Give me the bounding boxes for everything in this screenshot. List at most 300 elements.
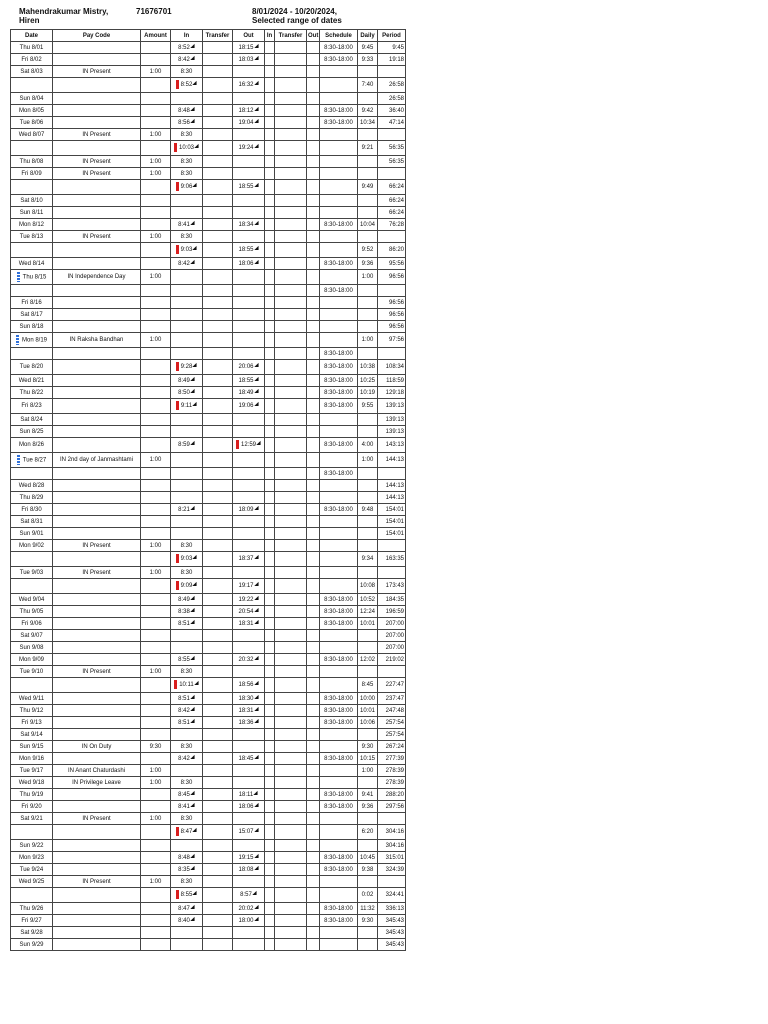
out-cell-value: 18:55 [238, 247, 254, 253]
in-2-cell [265, 579, 275, 594]
out-cell-value: 18:12 [238, 107, 254, 114]
schedule-cell [320, 813, 358, 825]
date-cell [11, 630, 53, 642]
date-cell [11, 180, 53, 195]
in-cell-value: 8:51 [178, 695, 190, 702]
amount-cell [141, 78, 171, 93]
in-cell[interactable] [171, 789, 203, 801]
in-cell[interactable] [171, 864, 203, 876]
schedule-cell [320, 678, 358, 693]
edited-punch-icon [194, 144, 200, 150]
out-cell[interactable] [233, 705, 265, 717]
in-cell-value: 8:21 [178, 506, 190, 513]
out-cell-value: 18:49 [238, 389, 254, 396]
table-row [11, 207, 406, 219]
in-cell [171, 348, 203, 360]
table-row [11, 297, 406, 309]
period-cell [378, 180, 406, 195]
date-cell-value: Wed 9/04 [18, 596, 45, 603]
in-cell[interactable] [171, 705, 203, 717]
paycode-cell [53, 915, 141, 927]
schedule-cell-value: 8:30-18:00 [324, 107, 353, 114]
in-cell[interactable] [171, 552, 203, 567]
in-cell[interactable] [171, 693, 203, 705]
period-cell-value: 297:56 [385, 803, 404, 810]
out-cell-value: 19:17 [238, 583, 254, 589]
transfer-2-cell [275, 765, 307, 777]
out-cell[interactable] [233, 387, 265, 399]
in-cell[interactable] [171, 66, 203, 78]
amount-cell [141, 168, 171, 180]
out-cell[interactable] [233, 789, 265, 801]
transfer-cell [203, 618, 233, 630]
daily-cell-value: 12:24 [359, 608, 375, 615]
amount-cell [141, 129, 171, 141]
transfer-2-cell [275, 939, 307, 951]
in-cell[interactable] [171, 504, 203, 516]
schedule-cell [320, 903, 358, 915]
schedule-cell [320, 705, 358, 717]
in-cell[interactable] [171, 903, 203, 915]
paycode-cell [53, 321, 141, 333]
transfer-2-cell [275, 666, 307, 678]
out-cell[interactable] [233, 678, 265, 693]
date-cell-value: Tue 9/10 [19, 668, 44, 675]
date-cell [11, 231, 53, 243]
date-cell-value: Thu 8/22 [19, 389, 44, 396]
in-2-cell [265, 528, 275, 540]
date-cell [11, 54, 53, 66]
daily-cell-value: 9:34 [361, 556, 374, 562]
paycode-cell [53, 375, 141, 387]
in-cell[interactable] [171, 156, 203, 168]
exception-flag-icon [176, 827, 179, 836]
date-cell-value: Fri 8/16 [21, 299, 42, 306]
in-cell[interactable] [171, 231, 203, 243]
out-2-cell [307, 468, 320, 480]
transfer-2-cell [275, 567, 307, 579]
amount-cell [141, 93, 171, 105]
out-cell [233, 492, 265, 504]
out-cell[interactable] [233, 579, 265, 594]
date-cell [11, 426, 53, 438]
daily-cell [358, 321, 378, 333]
out-cell[interactable] [233, 243, 265, 258]
in-cell[interactable] [171, 54, 203, 66]
edited-punch-icon [254, 107, 260, 113]
transfer-cell [203, 180, 233, 195]
period-cell [378, 468, 406, 480]
out-cell-value: 20:32 [238, 656, 254, 663]
paycode-cell [53, 777, 141, 789]
in-cell[interactable] [171, 258, 203, 270]
out-cell[interactable] [233, 78, 265, 93]
in-2-cell [265, 789, 275, 801]
out-cell[interactable] [233, 399, 265, 414]
transfer-cell [203, 840, 233, 852]
in-cell-value: 8:52 [180, 82, 193, 89]
amount-cell-value: 1:00 [149, 457, 162, 463]
period-cell [378, 606, 406, 618]
paycode-cell [53, 888, 141, 903]
edited-punch-icon [190, 441, 196, 447]
in-cell[interactable] [171, 168, 203, 180]
period-cell [378, 516, 406, 528]
date-cell-value: Tue 8/20 [19, 364, 44, 370]
period-cell [378, 552, 406, 567]
edited-punch-icon [254, 620, 260, 626]
out-cell[interactable] [233, 105, 265, 117]
out-cell[interactable] [233, 141, 265, 156]
in-cell[interactable] [171, 360, 203, 375]
in-cell[interactable] [171, 753, 203, 765]
out-cell[interactable] [233, 852, 265, 864]
schedule-cell [320, 765, 358, 777]
table-row [11, 642, 406, 654]
transfer-cell [203, 348, 233, 360]
in-cell[interactable] [171, 105, 203, 117]
paycode-cell-value: IN Present [82, 668, 111, 675]
in-cell [171, 297, 203, 309]
period-cell-value: 139:13 [385, 428, 404, 435]
out-2-cell [307, 753, 320, 765]
daily-cell [358, 567, 378, 579]
out-cell [233, 777, 265, 789]
amount-cell [141, 864, 171, 876]
paycode-cell-value: IN 2nd day of Janmashtami [59, 457, 134, 463]
out-2-cell [307, 243, 320, 258]
in-cell-value: 8:55 [178, 656, 190, 663]
in-cell [171, 468, 203, 480]
date-cell-value: Sun 9/01 [19, 530, 44, 537]
in-cell[interactable] [171, 618, 203, 630]
date-cell [11, 480, 53, 492]
daily-cell [358, 516, 378, 528]
transfer-cell [203, 480, 233, 492]
out-cell[interactable] [233, 504, 265, 516]
in-cell-value: 8:38 [178, 608, 190, 615]
out-cell[interactable] [233, 360, 265, 375]
in-cell[interactable] [171, 654, 203, 666]
schedule-cell [320, 321, 358, 333]
transfer-cell [203, 93, 233, 105]
in-2-cell [265, 729, 275, 741]
paycode-cell [53, 399, 141, 414]
in-cell[interactable] [171, 876, 203, 888]
daily-cell-value: 11:32 [360, 905, 375, 912]
table-row [11, 813, 406, 825]
in-2-cell [265, 693, 275, 705]
out-cell[interactable] [233, 915, 265, 927]
paycode-cell [53, 606, 141, 618]
amount-cell [141, 642, 171, 654]
date-cell [11, 567, 53, 579]
table-row [11, 789, 406, 801]
table-row [11, 360, 406, 375]
transfer-cell [203, 297, 233, 309]
period-cell [378, 729, 406, 741]
date-cell [11, 207, 53, 219]
out-2-cell [307, 207, 320, 219]
in-cell[interactable] [171, 801, 203, 813]
period-cell-value: 196:59 [385, 608, 404, 615]
in-cell[interactable] [171, 387, 203, 399]
date-cell-value: Mon 9/09 [18, 656, 45, 663]
amount-cell [141, 156, 171, 168]
table-row [11, 453, 406, 468]
paycode-cell-value: IN Anant Chaturdashi [67, 767, 126, 774]
amount-cell [141, 480, 171, 492]
out-2-cell [307, 42, 320, 54]
in-cell[interactable] [171, 666, 203, 678]
paycode-cell [53, 654, 141, 666]
out-cell[interactable] [233, 438, 265, 453]
amount-cell [141, 594, 171, 606]
amount-cell [141, 195, 171, 207]
paycode-cell [53, 387, 141, 399]
amount-cell-value: 1:00 [149, 815, 162, 822]
in-cell[interactable] [171, 180, 203, 195]
transfer-cell [203, 156, 233, 168]
amount-cell [141, 552, 171, 567]
in-cell[interactable] [171, 606, 203, 618]
out-cell[interactable] [233, 594, 265, 606]
schedule-cell [320, 438, 358, 453]
transfer-cell [203, 270, 233, 285]
in-cell[interactable] [171, 375, 203, 387]
transfer-2-cell [275, 66, 307, 78]
period-cell-value: 97:56 [388, 337, 404, 343]
edited-punch-icon [190, 107, 196, 113]
in-2-cell [265, 777, 275, 789]
transfer-cell [203, 813, 233, 825]
period-cell-value: 129:18 [385, 389, 404, 396]
edited-punch-icon [190, 866, 196, 872]
schedule-cell-value: 8:30-18:00 [324, 803, 353, 810]
date-cell [11, 93, 53, 105]
out-cell[interactable] [233, 552, 265, 567]
schedule-cell-value: 8:30-18:00 [324, 620, 353, 627]
daily-cell [358, 939, 378, 951]
in-cell[interactable] [171, 717, 203, 729]
table-row [11, 618, 406, 630]
schedule-cell-value: 8:30-18:00 [324, 854, 353, 861]
out-2-cell [307, 606, 320, 618]
period-cell [378, 825, 406, 840]
date-cell-value: Tue 9/17 [19, 767, 44, 774]
table-row [11, 399, 406, 414]
date-cell [11, 117, 53, 129]
amount-cell [141, 42, 171, 54]
schedule-cell [320, 642, 358, 654]
transfer-2-cell [275, 630, 307, 642]
col-period: Period [378, 30, 406, 42]
out-2-cell [307, 939, 320, 951]
in-cell[interactable] [171, 579, 203, 594]
in-cell-value: 8:51 [178, 719, 190, 726]
out-cell[interactable] [233, 180, 265, 195]
edited-punch-icon [254, 221, 260, 227]
period-cell [378, 915, 406, 927]
out-cell[interactable] [233, 375, 265, 387]
transfer-2-cell [275, 426, 307, 438]
date-cell [11, 504, 53, 516]
in-cell[interactable] [171, 813, 203, 825]
out-cell [233, 630, 265, 642]
out-2-cell [307, 594, 320, 606]
transfer-cell [203, 528, 233, 540]
paycode-cell-value: IN Present [82, 170, 111, 177]
daily-cell [358, 903, 378, 915]
out-cell[interactable] [233, 801, 265, 813]
out-cell[interactable] [233, 888, 265, 903]
table-row [11, 333, 406, 348]
date-cell [11, 399, 53, 414]
schedule-cell [320, 552, 358, 567]
transfer-2-cell [275, 504, 307, 516]
out-cell[interactable] [233, 258, 265, 270]
edited-punch-icon [254, 246, 260, 252]
in-cell[interactable] [171, 852, 203, 864]
edited-punch-icon [190, 854, 196, 860]
schedule-cell [320, 915, 358, 927]
period-cell-value: 96:56 [388, 274, 404, 280]
date-cell-value: Wed 8/14 [18, 260, 45, 267]
in-cell[interactable] [171, 825, 203, 840]
in-cell[interactable] [171, 438, 203, 453]
out-2-cell [307, 579, 320, 594]
out-cell[interactable] [233, 717, 265, 729]
schedule-cell [320, 399, 358, 414]
edited-punch-icon [254, 44, 260, 50]
period-cell [378, 939, 406, 951]
in-cell[interactable] [171, 678, 203, 693]
paycode-cell [53, 270, 141, 285]
in-cell[interactable] [171, 78, 203, 93]
transfer-2-cell [275, 414, 307, 426]
daily-cell [358, 309, 378, 321]
date-cell-value: Wed 9/18 [18, 779, 45, 786]
edited-punch-icon [254, 791, 260, 797]
transfer-2-cell [275, 915, 307, 927]
out-cell[interactable] [233, 117, 265, 129]
out-cell [233, 207, 265, 219]
period-cell-value: 247:48 [385, 707, 404, 714]
edited-punch-icon [190, 56, 196, 62]
amount-cell [141, 117, 171, 129]
paycode-cell-value: IN Present [82, 68, 111, 75]
in-cell[interactable] [171, 567, 203, 579]
in-cell[interactable] [171, 777, 203, 789]
transfer-2-cell [275, 693, 307, 705]
out-cell[interactable] [233, 825, 265, 840]
edited-punch-icon [254, 81, 260, 87]
in-cell[interactable] [171, 141, 203, 156]
paycode-cell-value: IN Present [82, 815, 111, 822]
in-2-cell [265, 765, 275, 777]
date-cell-value: Thu 8/15 [22, 274, 47, 281]
daily-cell-value: 10:38 [359, 364, 375, 370]
out-cell [233, 414, 265, 426]
schedule-cell [320, 939, 358, 951]
in-2-cell [265, 297, 275, 309]
out-cell[interactable] [233, 753, 265, 765]
in-cell[interactable] [171, 915, 203, 927]
period-cell [378, 876, 406, 888]
transfer-cell [203, 753, 233, 765]
out-cell[interactable] [233, 903, 265, 915]
out-cell[interactable] [233, 618, 265, 630]
in-cell-value: 8:30 [180, 815, 193, 822]
out-cell [233, 348, 265, 360]
amount-cell [141, 66, 171, 78]
in-cell[interactable] [171, 594, 203, 606]
in-cell[interactable] [171, 888, 203, 903]
amount-cell [141, 360, 171, 375]
out-cell[interactable] [233, 864, 265, 876]
out-cell[interactable] [233, 693, 265, 705]
in-cell[interactable] [171, 129, 203, 141]
out-2-cell [307, 654, 320, 666]
date-cell [11, 528, 53, 540]
in-cell[interactable] [171, 219, 203, 231]
table-row [11, 492, 406, 504]
in-cell-value: 8:30 [180, 233, 193, 240]
in-cell[interactable] [171, 741, 203, 753]
in-cell[interactable] [171, 117, 203, 129]
exception-flag-icon [176, 245, 179, 254]
in-cell-value: 8:47 [178, 905, 190, 912]
period-cell [378, 105, 406, 117]
in-cell[interactable] [171, 399, 203, 414]
date-cell-value: Wed 9/25 [18, 878, 45, 885]
table-row [11, 219, 406, 231]
daily-cell [358, 492, 378, 504]
out-cell[interactable] [233, 54, 265, 66]
out-cell [233, 729, 265, 741]
in-2-cell [265, 309, 275, 321]
transfer-2-cell [275, 129, 307, 141]
out-2-cell [307, 888, 320, 903]
period-cell [378, 777, 406, 789]
schedule-cell [320, 693, 358, 705]
out-2-cell [307, 630, 320, 642]
paycode-cell [53, 642, 141, 654]
edited-punch-icon [190, 260, 196, 266]
out-cell[interactable] [233, 219, 265, 231]
schedule-cell [320, 606, 358, 618]
out-cell[interactable] [233, 606, 265, 618]
schedule-cell-value: 8:30-18:00 [324, 791, 353, 798]
out-cell [233, 426, 265, 438]
edited-punch-icon [193, 81, 199, 87]
in-cell[interactable] [171, 243, 203, 258]
out-cell[interactable] [233, 42, 265, 54]
in-2-cell [265, 105, 275, 117]
date-cell-value: Sat 9/14 [20, 731, 43, 738]
period-cell [378, 864, 406, 876]
in-cell[interactable] [171, 42, 203, 54]
paycode-cell [53, 540, 141, 552]
out-cell[interactable] [233, 654, 265, 666]
in-cell-value: 9:03 [180, 247, 193, 254]
paycode-cell [53, 789, 141, 801]
in-cell[interactable] [171, 540, 203, 552]
schedule-cell-value: 8:30-18:00 [324, 695, 353, 702]
out-cell-value: 18:37 [238, 556, 254, 562]
schedule-cell-value: 8:30-18:00 [324, 377, 353, 384]
in-2-cell [265, 801, 275, 813]
